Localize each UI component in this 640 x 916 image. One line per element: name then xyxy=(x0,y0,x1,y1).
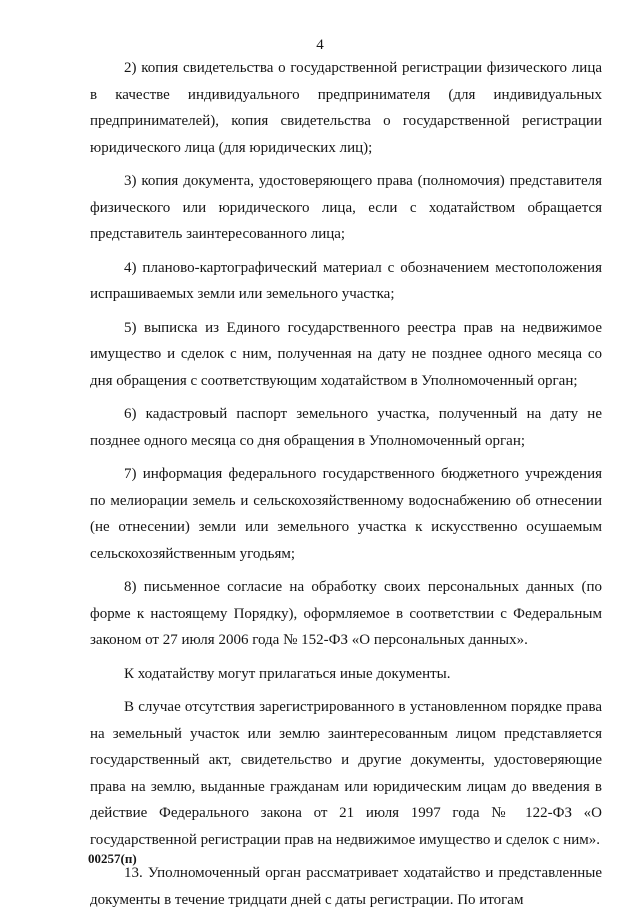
document-body xyxy=(90,55,602,916)
paragraph-no-registered-right: В случае отсутствия зарегистрированного в установленном порядке права на земельный участок или землю заинтересованным лицом представляется государственный акт, свидетельство и другие документы, удостоверяющие права на землю, выданные гражданам или юридическим лицам до введения в действие Федерального закона от 21 июля 1997 года № 122-ФЗ «О государственной регистрации прав на недвижимое имущество и сделок с ним». xyxy=(90,699,602,848)
paragraph-item-2: 2) копия свидетельства о государственной регистрации физического лица в качестве индивидуального предпринимателя (для индивидуальных предпринимателей), копия свидетельства о государственной регистрации юридического лица (для юридических лиц); xyxy=(90,60,602,156)
paragraph-item-6: 6) кадастровый паспорт земельного участка, полученный на дату не позднее одного месяца со дня обращения в Уполномоченный орган; xyxy=(90,406,602,449)
paragraph-clause-13: 13. Уполномоченный орган рассматривает ходатайство и представленные документы в течение тридцати дней с даты регистрации. По итогам xyxy=(90,865,602,908)
document-code: 00257(п) xyxy=(88,851,137,866)
paragraph-additional-documents: К ходатайству могут прилагаться иные документы. xyxy=(124,665,451,682)
paragraph-item-4: 4) планово-картографический материал с обозначением местоположения испрашиваемых земли или земельного участка; xyxy=(90,259,602,302)
paragraph-item-8: 8) письменное согласие на обработку своих персональных данных (по форме к настоящему Порядку), оформляемое в соответствии с Федеральным законом от 27 июля 2006 года № 152-ФЗ «О персональных данных». xyxy=(90,579,602,648)
paragraph-item-7: 7) информация федерального государственного бюджетного учреждения по мелиорации земель и сельскохозяйственному водоснабжению об отнесении (не отнесении) земли или земельного участка к искусственно осушаемым сельскохозяйственным угодьям; xyxy=(90,466,602,562)
paragraph-item-3: 3) копия документа, удостоверяющего права (полномочия) представителя физического или юридического лица, если с ходатайством обращается представитель заинтересованного лица; xyxy=(90,173,602,242)
paragraph-item-5: 5) выписка из Единого государственного реестра прав на недвижимое имущество и сделок с ним, полученная на дату не позднее одного месяца со дня обращения с соответствующим ходатайством в Уполномоченный орган; xyxy=(90,319,602,389)
page-number: 4 xyxy=(316,37,324,53)
